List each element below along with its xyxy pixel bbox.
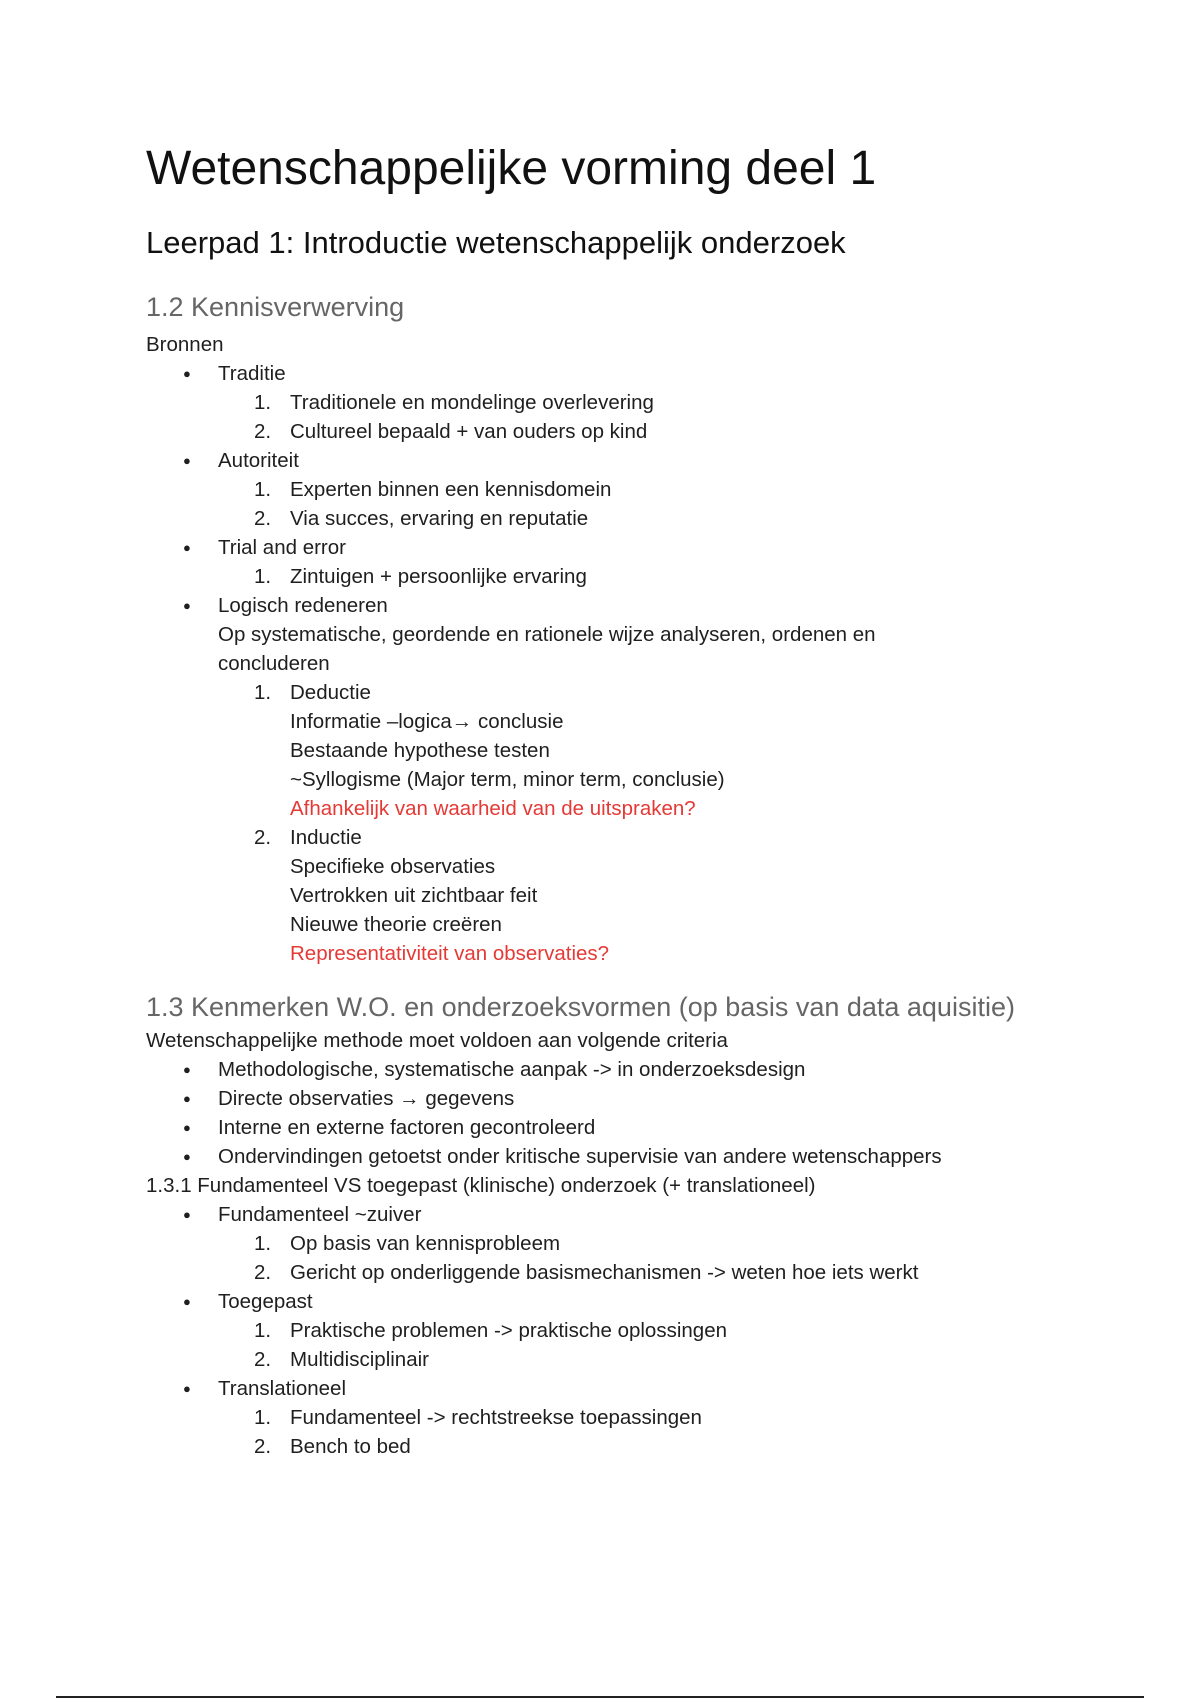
list-number: 1. bbox=[254, 1406, 272, 1429]
list-item-traditie-2: 2. Cultureel bepaald + van ouders op kind bbox=[146, 417, 1106, 446]
list-number: 1. bbox=[254, 478, 272, 501]
list-item-deductie: 1. Deductie bbox=[146, 678, 1106, 707]
section-1-2-heading: 1.2 Kennisverwerving bbox=[146, 292, 405, 322]
list-item-fundamenteel-1: 1. Op basis van kennisprobleem bbox=[146, 1229, 1106, 1258]
list-item-autoriteit: ● Autoriteit bbox=[146, 446, 1106, 475]
list-number: 2. bbox=[254, 507, 272, 530]
deductie-line-c: ~Syllogisme (Major term, minor term, conclusie) bbox=[290, 768, 725, 791]
list-item-autoriteit-1: 1. Experten binnen een kennisdomein bbox=[146, 475, 1106, 504]
list-item-translationeel: ● Translationeel bbox=[146, 1374, 1106, 1403]
list-item-translationeel-2: 2. Bench to bed bbox=[146, 1432, 1106, 1461]
list-item-fundamenteel: ● Fundamenteel ~zuiver bbox=[146, 1200, 1106, 1229]
inductie-line-a: Specifieke observaties bbox=[290, 855, 496, 878]
list-item-autoriteit-2: 2. Via succes, ervaring en reputatie bbox=[146, 504, 1106, 533]
list-number: 2. bbox=[254, 420, 272, 443]
list-number: 1. bbox=[254, 565, 272, 588]
list-item-trial-and-error: ● Trial and error bbox=[146, 533, 1106, 562]
deductie-line-a: Informatie –logica→ conclusie bbox=[290, 710, 564, 733]
section-1-3-heading: 1.3 Kenmerken W.O. en onderzoeksvormen (op basis van data aquisitie) bbox=[146, 992, 1015, 1022]
list-item-toegepast: ● Toegepast bbox=[146, 1287, 1106, 1316]
bronnen-label: Bronnen bbox=[146, 333, 224, 356]
logisch-description-line-2: concluderen bbox=[218, 652, 330, 675]
list-item-traditie-1: 1. Traditionele en mondelinge overlevering bbox=[146, 388, 1106, 417]
list-number: 2. bbox=[254, 826, 272, 849]
list-item-criterium-1: ● Methodologische, systematische aanpak -> in onderzoeksdesign bbox=[146, 1055, 1106, 1084]
inductie-line-b: Vertrokken uit zichtbaar feit bbox=[290, 884, 538, 907]
list-item-trial-1: 1. Zintuigen + persoonlijke ervaring bbox=[146, 562, 1106, 591]
list-item-inductie: 2. Inductie bbox=[146, 823, 1106, 852]
deductie-question: Afhankelijk van waarheid van de uitspraken? bbox=[290, 797, 696, 820]
document-body bbox=[146, 140, 1106, 1461]
list-item-translationeel-1: 1. Fundamenteel -> rechtstreekse toepassingen bbox=[146, 1403, 1106, 1432]
list-number: 1. bbox=[254, 681, 272, 704]
list-item-traditie: ● Traditie bbox=[146, 359, 1106, 388]
list-number: 1. bbox=[254, 391, 272, 414]
document-title: Wetenschappelijke vorming deel 1 bbox=[146, 142, 877, 195]
list-item-toegepast-1: 1. Praktische problemen -> praktische oplossingen bbox=[146, 1316, 1106, 1345]
list-number: 1. bbox=[254, 1319, 272, 1342]
bottom-divider bbox=[56, 1696, 1144, 1698]
list-item-criterium-4: ● Ondervindingen getoetst onder kritische supervisie van andere wetenschappers bbox=[146, 1142, 1106, 1171]
list-number: 2. bbox=[254, 1435, 272, 1458]
deductie-line-b: Bestaande hypothese testen bbox=[290, 739, 550, 762]
logisch-description-line-1: Op systematische, geordende en rationele wijze analyseren, ordenen en bbox=[218, 623, 876, 646]
inductie-question: Representativiteit van observaties? bbox=[290, 942, 610, 965]
list-number: 2. bbox=[254, 1261, 272, 1284]
list-item-toegepast-2: 2. Multidisciplinair bbox=[146, 1345, 1106, 1374]
subsection-1-3-1-heading: 1.3.1 Fundamenteel VS toegepast (klinische) onderzoek (+ translationeel) bbox=[146, 1174, 816, 1197]
list-item-criterium-3: ● Interne en externe factoren gecontroleerd bbox=[146, 1113, 1106, 1142]
leerpad-heading: Leerpad 1: Introductie wetenschappelijk onderzoek bbox=[146, 225, 846, 260]
list-item-criterium-2: ● Directe observaties → gegevens bbox=[146, 1084, 1106, 1113]
list-number: 1. bbox=[254, 1232, 272, 1255]
criteria-intro: Wetenschappelijke methode moet voldoen aan volgende criteria bbox=[146, 1029, 728, 1052]
list-number: 2. bbox=[254, 1348, 272, 1371]
inductie-line-c: Nieuwe theorie creëren bbox=[290, 913, 502, 936]
list-item-logisch-redeneren: ● Logisch redeneren bbox=[146, 591, 1106, 620]
list-item-fundamenteel-2: 2. Gericht op onderliggende basismechanismen -> weten hoe iets werkt bbox=[146, 1258, 1106, 1287]
